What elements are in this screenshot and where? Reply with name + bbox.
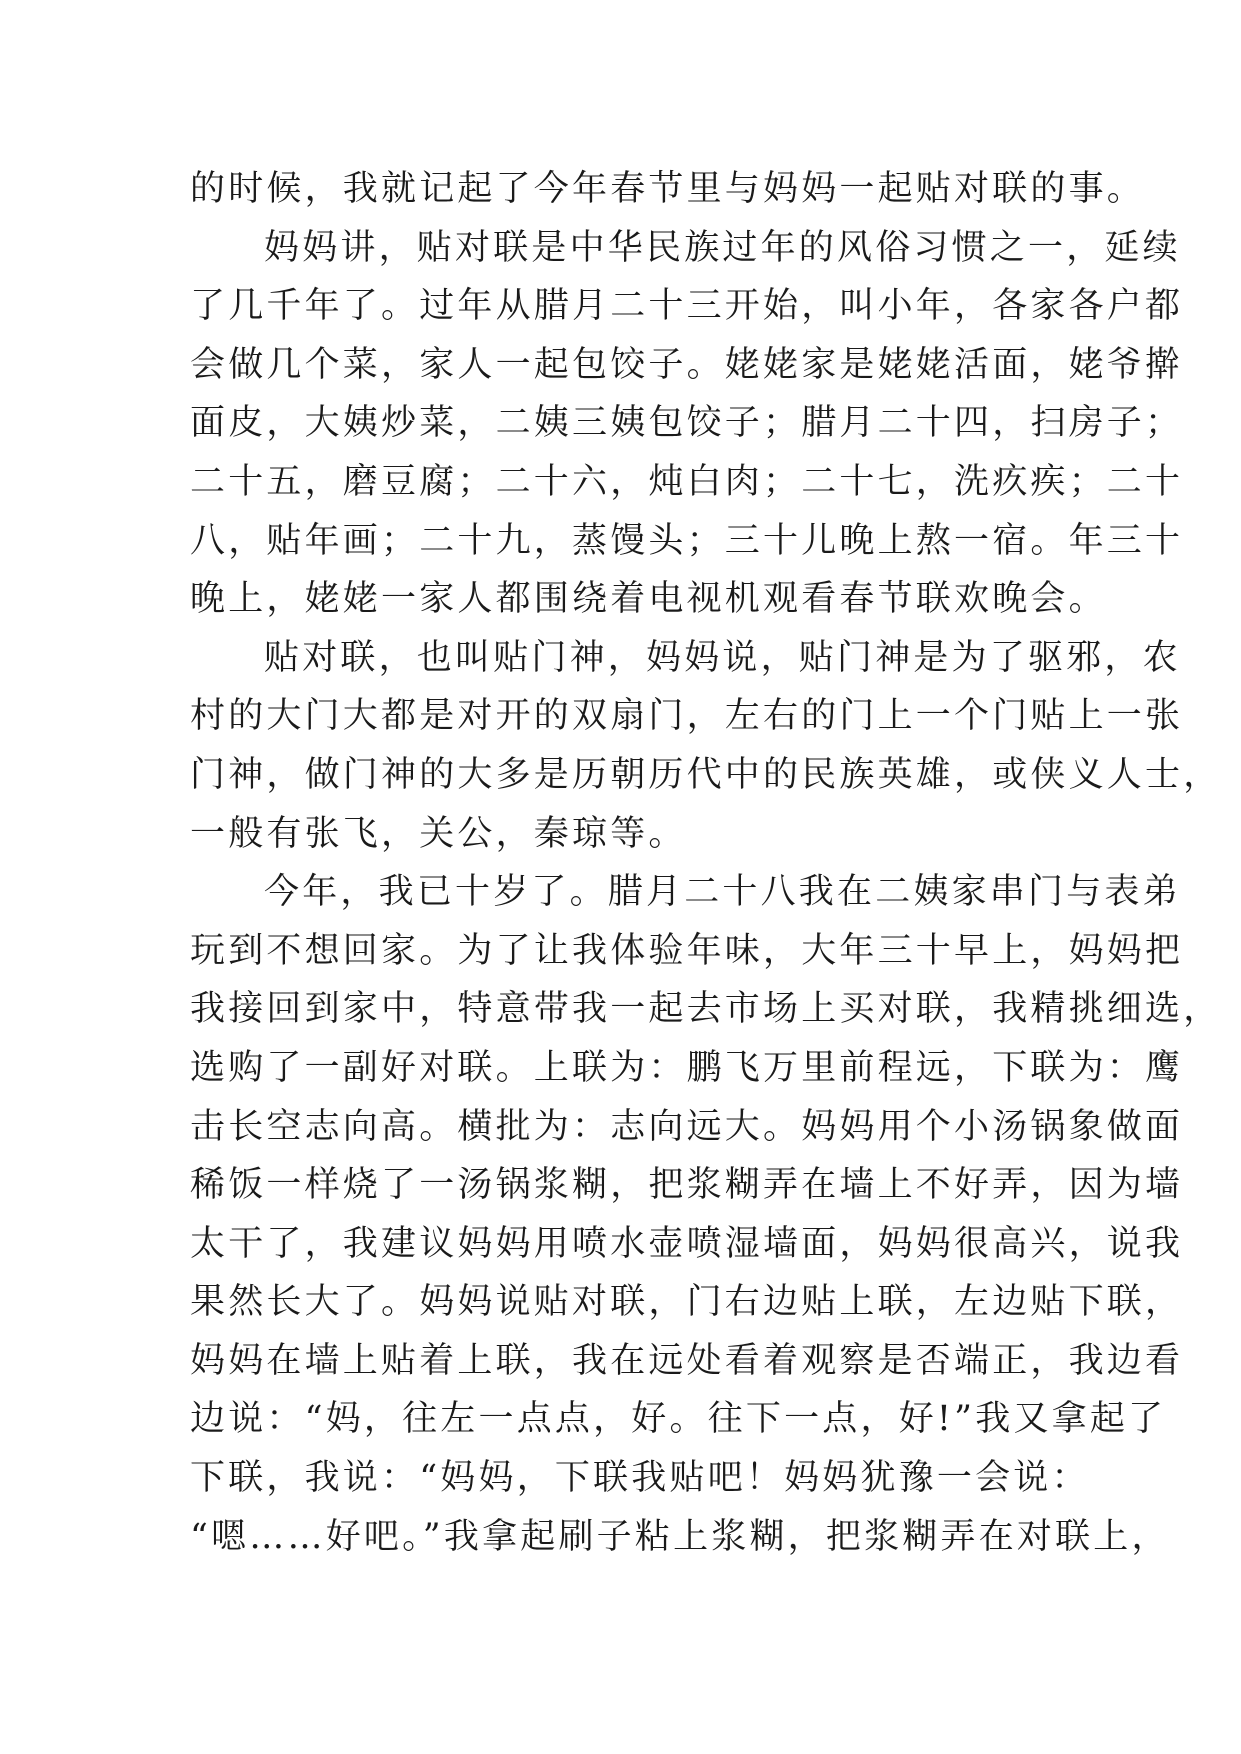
text-line: “嗯……好吧。”我拿起刷子粘上浆糊，把浆糊弄在对联上， [190,1516,1170,1557]
text-line: 一般有张飞，关公，秦琼等。 [190,813,687,854]
text-line: 门神，做门神的大多是历朝历代中的民族英雄，或侠义人士， [190,754,1222,795]
text-line: 贴对联，也叫贴门神，妈妈说，贴门神是为了驱邪，农 [264,637,1181,678]
text-line: 八，贴年画；二十九，蒸馒头；三十儿晚上熬一宿。年三十 [190,520,1184,561]
text-line: 晚上，姥姥一家人都围绕着电视机观看春节联欢晚会。 [190,579,1107,620]
text-line: 我接回到家中，特意带我一起去市场上买对联，我精挑细选， [190,989,1222,1030]
text-line: 下联，我说：“妈妈，下联我贴吧！妈妈犹豫一会说： [190,1458,1090,1499]
text-line: 玩到不想回家。为了让我体验年味，大年三十早上，妈妈把 [190,930,1184,971]
text-line: 妈妈讲，贴对联是中华民族过年的风俗习惯之一，延续 [264,227,1181,268]
text-line: 果然长大了。妈妈说贴对联，门右边贴上联，左边贴下联， [190,1282,1184,1323]
text-line: 二十五，磨豆腐；二十六，炖白肉；二十七，洗疚疾；二十 [190,461,1184,502]
text-line: 面皮，大姨炒菜，二姨三姨包饺子；腊月二十四，扫房子； [190,403,1184,444]
text-line: 村的大门大都是对开的双扇门，左右的门上一个门贴上一张 [190,696,1184,737]
body-text [190,160,1222,1566]
text-line: 今年，我已十岁了。腊月二十八我在二姨家串门与表弟 [264,872,1181,913]
text-line: 太干了，我建议妈妈用喷水壶喷湿墙面，妈妈很高兴，说我 [190,1223,1184,1264]
text-line: 会做几个菜，家人一起包饺子。姥姥家是姥姥活面，姥爷擀 [190,344,1184,385]
text-line: 边说：“妈，往左一点点，好。往下一点，好!”我又拿起了 [190,1399,1167,1440]
text-line: 选购了一副好对联。上联为：鹏飞万里前程远，下联为：鹰 [190,1047,1184,1088]
text-line: 击长空志向高。横批为：志向远大。妈妈用个小汤锅象做面 [190,1106,1184,1147]
text-line: 的时候，我就记起了今年春节里与妈妈一起贴对联的事。 [190,169,1146,209]
text-line: 了几千年了。过年从腊月二十三开始，叫小年，各家各户都 [190,286,1184,327]
text-line: 妈妈在墙上贴着上联，我在远处看着观察是否端正，我边看 [190,1340,1184,1381]
text-line: 稀饭一样烧了一汤锅浆糊，把浆糊弄在墙上不好弄，因为墙 [190,1165,1184,1206]
